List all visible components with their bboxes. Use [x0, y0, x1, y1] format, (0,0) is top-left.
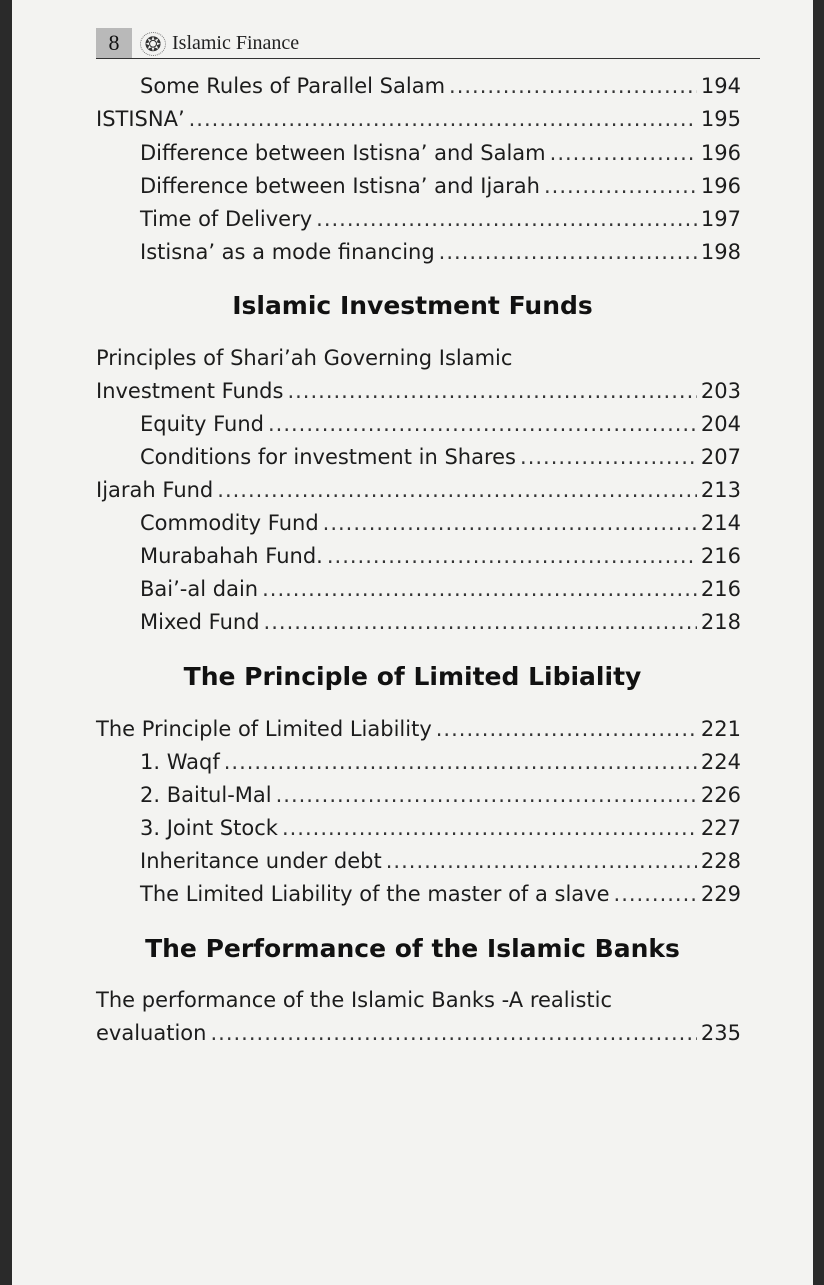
section-heading: The Principle of Limited Libiality [183, 662, 642, 691]
toc-entry-title: Bai’-al dain [140, 577, 259, 601]
toc-entry[interactable] [140, 540, 741, 572]
toc-entry-page: 228 [700, 849, 741, 873]
toc-entry[interactable] [140, 70, 741, 102]
ornament-icon: ❂ [140, 32, 166, 56]
toc-entry-title: Conditions for investment in Shares [140, 445, 517, 469]
toc-entry-title: Inheritance under debt [140, 849, 382, 873]
running-title: Islamic Finance [172, 32, 300, 54]
leader-dots [276, 779, 697, 811]
toc-entry[interactable] [140, 203, 741, 235]
toc-entry-page: 195 [700, 107, 741, 131]
leader-dots [544, 170, 697, 202]
toc-entry[interactable] [96, 103, 741, 135]
toc-entry-title: Murabahah Fund. [140, 544, 323, 568]
toc-entry-page: 196 [700, 141, 741, 165]
leader-dots [282, 812, 697, 844]
toc-entry[interactable] [140, 170, 741, 202]
toc-entry-title: ISTISNA’ [96, 107, 185, 131]
toc-entry-title: 1. Waqf [140, 750, 220, 774]
leader-dots [520, 441, 697, 473]
toc-entry-page: 204 [700, 412, 741, 436]
leader-dots [268, 408, 697, 440]
toc-entry-title: Some Rules of Parallel Salam [140, 74, 446, 98]
toc-entry[interactable] [140, 408, 741, 440]
toc-entry-page: 227 [700, 816, 741, 840]
leader-dots [614, 878, 697, 910]
toc-entry-title: 3. Joint Stock [140, 816, 278, 840]
toc-entry[interactable] [96, 1017, 741, 1049]
toc-entry-title: 2. Baitul-Mal [140, 783, 272, 807]
section-heading: The Performance of the Islamic Banks [145, 934, 680, 963]
leader-dots [224, 746, 697, 778]
leader-dots [386, 845, 697, 877]
leader-dots [262, 573, 697, 605]
toc-entry-title: Ijarah Fund [96, 478, 214, 502]
section-heading: Islamic Investment Funds [232, 291, 593, 320]
toc-entry-title: Investment Funds [96, 379, 284, 403]
toc-entry-title: evaluation [96, 1021, 207, 1045]
toc-entry[interactable] [140, 746, 741, 778]
toc-entry-page: 218 [700, 610, 741, 634]
leader-dots [287, 375, 696, 407]
leader-dots [210, 1017, 696, 1049]
toc-entry-page: 224 [700, 750, 741, 774]
toc-entry-page: 214 [700, 511, 741, 535]
toc-entry-title-line1[interactable]: Principles of Shari’ah Governing Islamic [96, 346, 513, 370]
book-page [12, 0, 813, 1285]
toc-entry-page: 235 [700, 1021, 741, 1045]
toc-entry-title: Difference between Istisna’ and Ijarah [140, 174, 540, 198]
toc-entry-title: Difference between Istisna’ and Salam [140, 141, 546, 165]
leader-dots [327, 540, 697, 572]
toc-entry-title: The Limited Liability of the master of a slave [140, 882, 610, 906]
toc-entry-title: Equity Fund [140, 412, 264, 436]
toc-entry-page: 196 [700, 174, 741, 198]
toc-entry-page: 203 [700, 379, 741, 403]
leader-dots [316, 203, 697, 235]
leader-dots [264, 606, 697, 638]
toc-entry-title: The Principle of Limited Liability [96, 717, 432, 741]
toc-entry-title: Commodity Fund [140, 511, 319, 535]
toc-entry[interactable] [140, 845, 741, 877]
toc-entry[interactable] [140, 441, 741, 473]
toc-entry-page: 213 [700, 478, 741, 502]
toc-entry[interactable] [140, 236, 741, 268]
leader-dots [449, 70, 697, 102]
toc-entry[interactable] [140, 878, 741, 910]
leader-dots [217, 474, 697, 506]
toc-entry[interactable] [140, 812, 741, 844]
toc-entry-page: 216 [700, 577, 741, 601]
toc-entry-page: 226 [700, 783, 741, 807]
toc-entry-page: 197 [700, 207, 741, 231]
toc-entry-page: 198 [700, 240, 741, 264]
page-number: 8 [96, 28, 132, 58]
leader-dots [436, 713, 697, 745]
leader-dots [439, 236, 697, 268]
toc-entry-page: 229 [700, 882, 741, 906]
toc-entry-page: 194 [700, 74, 741, 98]
toc-entry-title: Istisna’ as a mode financing [140, 240, 435, 264]
leader-dots [323, 507, 697, 539]
toc-entry-title: Mixed Fund [140, 610, 260, 634]
toc-entry[interactable] [140, 137, 741, 169]
toc-entry[interactable] [96, 375, 741, 407]
table-of-contents [12, 0, 813, 1285]
toc-entry-title: Time of Delivery [140, 207, 313, 231]
leader-dots [550, 137, 697, 169]
toc-entry[interactable] [140, 573, 741, 605]
toc-entry[interactable] [140, 779, 741, 811]
toc-entry-page: 207 [700, 445, 741, 469]
toc-entry-page: 216 [700, 544, 741, 568]
toc-entry[interactable] [140, 606, 741, 638]
toc-entry-title-line1[interactable]: The performance of the Islamic Banks -A realistic [96, 988, 613, 1012]
toc-entry[interactable] [140, 507, 741, 539]
toc-entry[interactable] [96, 474, 741, 506]
toc-entry-page: 221 [700, 717, 741, 741]
toc-entry[interactable] [96, 713, 741, 745]
leader-dots [189, 103, 697, 135]
